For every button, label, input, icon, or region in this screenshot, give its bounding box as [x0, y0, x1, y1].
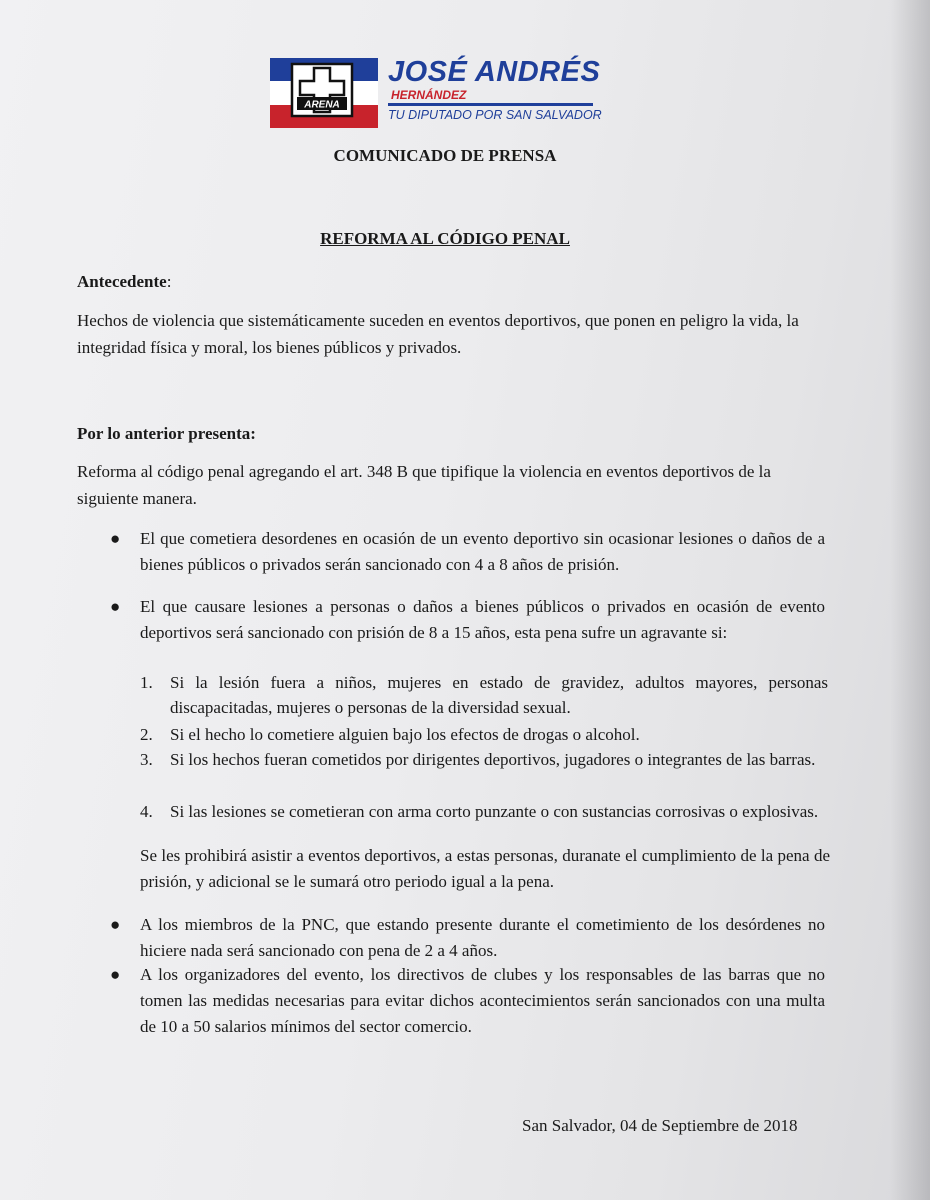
candidate-tagline: TU DIPUTADO POR SAN SALVADOR — [388, 108, 602, 122]
aggravant-number: 2. — [140, 725, 153, 744]
presents-heading — [77, 424, 256, 444]
bullet-icon: ● — [110, 597, 121, 616]
bullet-icon: ● — [110, 529, 121, 548]
aggravant-number: 4. — [140, 802, 153, 821]
candidate-name: JOSÉ ANDRÉS — [388, 56, 601, 88]
list-item-text: A los organizadores del evento, los directivos de clubes y los responsables de las barras que no tomen las medidas necesarias para evitar dichos acontecimientos serán sancionados con una multa de 10 a 50 salarios mínimos del sector comercio. — [140, 965, 825, 1036]
list-item-text: El que causare lesiones a personas o daños a bienes públicos o privados en ocasión de evento deportivos será sancionado con prisión de 8 a 15 años, esta pena sufre un agravante si: — [140, 597, 825, 642]
aggravant-text: Si las lesiones se cometieran con arma corto punzante o con sustancias corrosivas o explosivas. — [170, 802, 819, 821]
aggravant-text: Si la lesión fuera a niños, mujeres en estado de gravidez, adultos mayores, personas discapacitadas, mujeres o personas de la diversidad sexual. — [170, 673, 828, 717]
list-item-text: El que cometiera desordenes en ocasión de un evento deportivo sin ocasionar lesiones o daños de a bienes públicos o privados serán sancionado con 4 a 8 años de prisión. — [140, 529, 825, 574]
prohibition-paragraph: Se les prohibirá asistir a eventos deportivos, a estas personas, duranate el cumplimiento de la pena de prisión, y adicional se le sumará otro periodo igual a la pena. — [140, 846, 830, 891]
aggravant-item — [140, 670, 828, 720]
press-release-title: COMUNICADO DE PRENSA — [333, 146, 557, 165]
aggravant-text: Si el hecho lo cometiere alguien bajo los efectos de drogas o alcohol. — [170, 725, 640, 744]
background-heading-colon: : — [166, 272, 172, 291]
aggravant-item — [140, 747, 828, 772]
aggravant-number: 1. — [140, 673, 153, 692]
list-item — [110, 912, 825, 964]
header-logo — [270, 58, 605, 128]
background-heading — [77, 272, 171, 292]
presents-heading-label: Por lo anterior presenta: — [77, 424, 256, 443]
list-item — [110, 962, 825, 1040]
aggravant-number: 3. — [140, 750, 153, 769]
logo-divider — [388, 103, 593, 106]
aggravant-item — [140, 722, 828, 747]
place-date: San Salvador, 04 de Septiembre de 2018 — [522, 1116, 798, 1135]
list-item-text: A los miembros de la PNC, que estando presente durante el cometimiento de los desórdenes no hiciere nada será sancionado con pena de 2 a 4 años. — [140, 915, 825, 960]
list-item — [110, 526, 825, 578]
candidate-surname: HERNÁNDEZ — [391, 88, 467, 102]
aggravant-item — [140, 799, 828, 824]
background-paragraph: Hechos de violencia que sistemáticamente suceden en eventos deportivos, que ponen en peligro la vida, la integridad física y moral, los bienes públicos y privados. — [77, 311, 799, 357]
candidate-name-block — [388, 56, 618, 123]
aggravant-text: Si los hechos fueran cometidos por dirigentes deportivos, jugadores o integrantes de las barras. — [170, 750, 816, 769]
bullet-icon: ● — [110, 915, 121, 934]
background-heading-label: Antecedente — [77, 272, 167, 291]
reform-title: REFORMA AL CÓDIGO PENAL — [320, 229, 570, 248]
arena-badge-text: ARENA — [304, 99, 340, 111]
presents-paragraph: Reforma al código penal agregando el art. 348 B que tipifique la violencia en eventos deportivos de la siguiente manera. — [77, 462, 771, 508]
arena-flag-logo — [270, 58, 378, 128]
list-item — [110, 594, 825, 646]
bullet-icon: ● — [110, 965, 121, 984]
